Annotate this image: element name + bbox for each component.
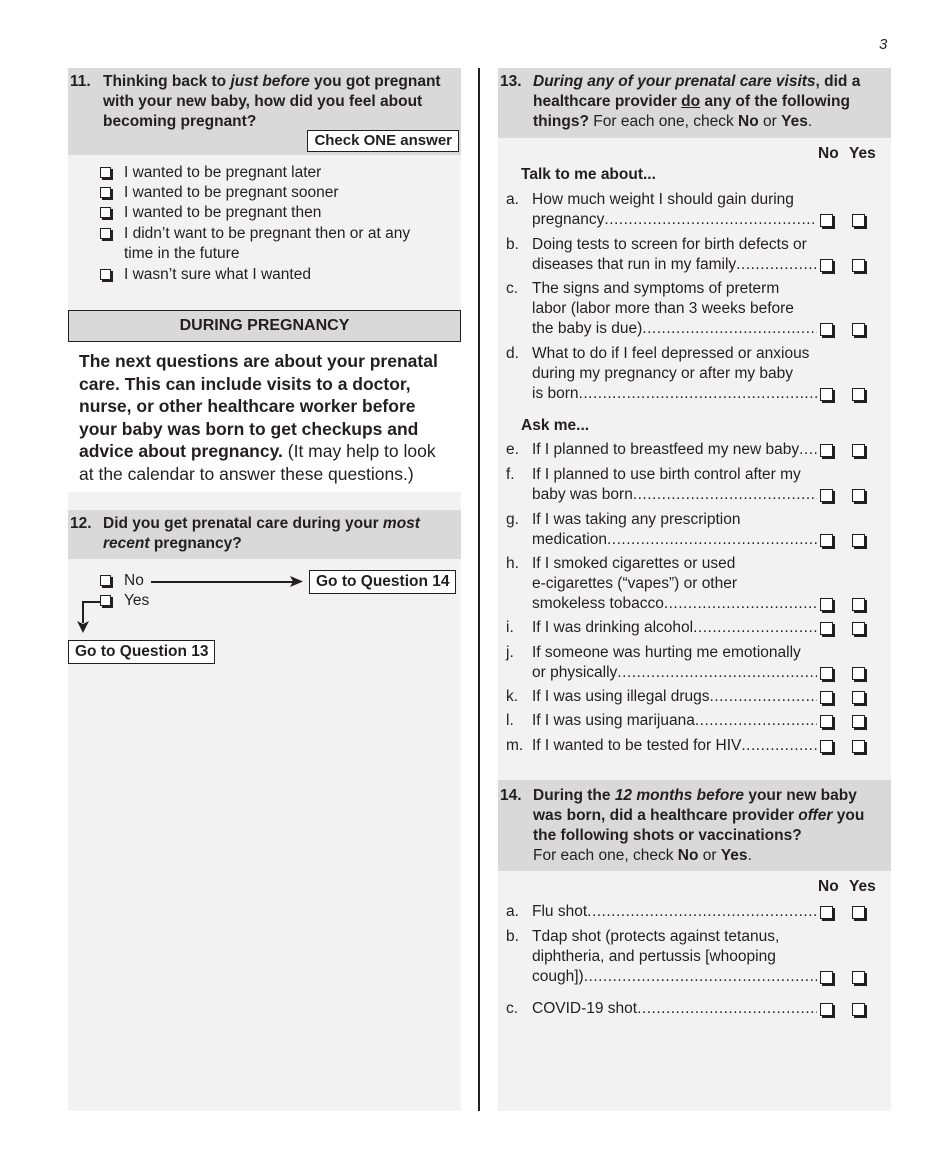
- item-text: [532, 279, 817, 339]
- leader-dots: [604, 210, 817, 230]
- item-text-line: or physically: [532, 664, 618, 681]
- item-text: [532, 643, 817, 683]
- no-checkbox[interactable]: [820, 323, 833, 336]
- leader-dots: [642, 319, 817, 339]
- item-text-line: e-cigarettes (“vapes”) or other: [532, 575, 738, 592]
- section-title: DURING PREGNANCY: [68, 310, 461, 342]
- checkbox[interactable]: [100, 187, 111, 198]
- no-checkbox[interactable]: [820, 534, 833, 547]
- item-text: [532, 618, 817, 638]
- item-text-line: during my pregnancy or after my baby: [532, 365, 794, 382]
- item-letter: k.: [506, 688, 519, 705]
- leader-dots: [664, 594, 817, 614]
- item-text: [532, 902, 817, 922]
- yes-checkbox[interactable]: [852, 1003, 865, 1016]
- question-number: 11.: [70, 73, 91, 90]
- no-checkbox[interactable]: [820, 444, 833, 457]
- checkbox[interactable]: [100, 207, 111, 218]
- item-text: [532, 736, 817, 756]
- checkbox[interactable]: [100, 595, 111, 606]
- yes-checkbox[interactable]: [852, 667, 865, 680]
- item-text: [532, 687, 817, 707]
- item-text-line: If I planned to use birth control after my: [532, 466, 801, 483]
- leader-dots: [741, 736, 817, 756]
- q11-option-sooner[interactable]: I wanted to be pregnant sooner: [100, 183, 339, 203]
- yes-checkbox[interactable]: [852, 323, 865, 336]
- column-no-label: No: [818, 878, 839, 895]
- yes-checkbox[interactable]: [852, 971, 865, 984]
- question-13-header: [498, 68, 891, 138]
- item-text-line: If I was using marijuana: [532, 712, 695, 729]
- question-11-header: [68, 68, 461, 155]
- leader-dots: [709, 687, 817, 707]
- item-text: [532, 465, 817, 505]
- no-checkbox[interactable]: [820, 388, 833, 401]
- no-checkbox[interactable]: [820, 1003, 833, 1016]
- leader-dots: [633, 485, 817, 505]
- q11-option-didnt-want[interactable]: I didn’t want to be pregnant then or at any time in the future: [100, 224, 440, 264]
- item-text-line: The signs and symptoms of preterm: [532, 280, 780, 297]
- no-checkbox[interactable]: [820, 214, 833, 227]
- check-one-instruction: Check ONE answer: [307, 130, 459, 152]
- leader-dots: [587, 902, 817, 922]
- section-intro: The next questions are about your prenatal care. This can include visits to a doctor, nurse, or other healthcare worker before your baby was born to get checkups and advice about pregnancy. (It may help to look at the calendar to answer these questions.): [68, 342, 461, 492]
- q11-option-not-sure[interactable]: I wasn’t sure what I wanted: [100, 265, 311, 285]
- question-number: 13.: [500, 73, 522, 90]
- subhead-talk: Talk to me about...: [521, 166, 656, 183]
- no-checkbox[interactable]: [820, 715, 833, 728]
- item-letter: e.: [506, 441, 519, 458]
- item-text-line: labor (labor more than 3 weeks before: [532, 300, 794, 317]
- leader-dots: [695, 711, 817, 731]
- item-text-line: How much weight I should gain during: [532, 191, 794, 208]
- arrow-down-icon: [76, 621, 90, 634]
- item-letter: b.: [506, 236, 519, 253]
- item-letter: c.: [506, 1000, 519, 1017]
- checkbox[interactable]: [100, 575, 111, 586]
- item-text: [532, 711, 817, 731]
- goto-question-13[interactable]: Go to Question 13: [68, 640, 215, 664]
- item-text-line: If I wanted to be tested for HIV: [532, 737, 742, 754]
- no-checkbox[interactable]: [820, 598, 833, 611]
- item-text-line: If I planned to breastfeed my new baby: [532, 441, 800, 458]
- arrow-line-no: [151, 581, 293, 583]
- item-letter: b.: [506, 928, 519, 945]
- leader-dots: [799, 440, 817, 460]
- column-no-label: No: [818, 145, 839, 162]
- item-text: [532, 554, 817, 614]
- item-text-line: medication: [532, 531, 607, 548]
- yes-checkbox[interactable]: [852, 691, 865, 704]
- leader-dots: [607, 530, 817, 550]
- checkbox[interactable]: [100, 167, 111, 178]
- item-text-line: diseases that run in my family: [532, 256, 737, 273]
- leader-dots: [693, 618, 817, 638]
- item-letter: h.: [506, 555, 519, 572]
- item-text-line: If I was drinking alcohol: [532, 619, 694, 636]
- item-text-line: Tdap shot (protects against tetanus,: [532, 928, 780, 945]
- item-text-line: pregnancy: [532, 211, 605, 228]
- yes-checkbox[interactable]: [852, 715, 865, 728]
- arrow-line-yes: [82, 601, 100, 603]
- column-yes-label: Yes: [849, 145, 876, 162]
- item-text: [532, 510, 817, 550]
- item-text-line: smokeless tobacco: [532, 595, 664, 612]
- left-column: [68, 68, 461, 1111]
- q12-option-yes[interactable]: Yes: [100, 591, 149, 611]
- no-checkbox[interactable]: [820, 489, 833, 502]
- item-letter: a.: [506, 903, 519, 920]
- yes-checkbox[interactable]: [852, 214, 865, 227]
- leader-dots: [584, 967, 817, 987]
- item-letter: i.: [506, 619, 514, 636]
- question-12-header: [68, 510, 461, 559]
- yes-checkbox[interactable]: [852, 489, 865, 502]
- column-divider: [478, 68, 480, 1111]
- no-checkbox[interactable]: [820, 622, 833, 635]
- yes-checkbox[interactable]: [852, 906, 865, 919]
- item-letter: f.: [506, 466, 515, 483]
- yes-checkbox[interactable]: [852, 622, 865, 635]
- item-text-line: If I was taking any prescription: [532, 511, 741, 528]
- yes-checkbox[interactable]: [852, 444, 865, 457]
- checkbox[interactable]: [100, 228, 111, 239]
- item-text: [532, 235, 817, 275]
- item-text: [532, 344, 817, 404]
- item-text-line: If someone was hurting me emotionally: [532, 644, 801, 661]
- checkbox[interactable]: [100, 269, 111, 280]
- no-checkbox[interactable]: [820, 259, 833, 272]
- item-text: [532, 440, 817, 460]
- q11-option-then[interactable]: I wanted to be pregnant then: [100, 203, 321, 223]
- item-text-line: Flu shot: [532, 903, 588, 920]
- leader-dots: [579, 384, 817, 404]
- no-checkbox[interactable]: [820, 740, 833, 753]
- item-text-line: Doing tests to screen for birth defects or: [532, 236, 807, 253]
- question-number: 12.: [70, 515, 92, 532]
- item-letter: a.: [506, 191, 519, 208]
- item-letter: m.: [506, 737, 524, 754]
- no-checkbox[interactable]: [820, 971, 833, 984]
- item-text-line: COVID-19 shot: [532, 1000, 638, 1017]
- no-checkbox[interactable]: [820, 691, 833, 704]
- item-letter: l.: [506, 712, 514, 729]
- item-text: [532, 927, 817, 987]
- item-text: [532, 999, 817, 1019]
- leader-dots: [736, 255, 817, 275]
- item-letter: j.: [506, 644, 514, 661]
- yes-checkbox[interactable]: [852, 740, 865, 753]
- leader-dots: [637, 999, 817, 1019]
- right-column: [498, 68, 891, 1111]
- question-text: During the 12 months before your new baby was born, did a healthcare provider offer you the following shots or vaccinations? For each one, check No or Yes.: [533, 787, 865, 864]
- q12-option-no[interactable]: No: [100, 571, 144, 591]
- item-letter: c.: [506, 280, 519, 297]
- yes-checkbox[interactable]: [852, 598, 865, 611]
- item-text-line: If I was using illegal drugs: [532, 688, 710, 705]
- q11-option-later[interactable]: I wanted to be pregnant later: [100, 163, 321, 183]
- question-number: 14.: [500, 787, 522, 804]
- item-letter: g.: [506, 511, 519, 528]
- item-text-line: is born: [532, 385, 579, 402]
- yes-checkbox[interactable]: [852, 259, 865, 272]
- leader-dots: [617, 663, 817, 683]
- item-text-line: baby was born: [532, 486, 633, 503]
- column-yes-label: Yes: [849, 878, 876, 895]
- yes-checkbox[interactable]: [852, 534, 865, 547]
- item-text-line: What to do if I feel depressed or anxious: [532, 345, 810, 362]
- item-text-line: If I smoked cigarettes or used: [532, 555, 736, 572]
- page-number: 3: [879, 36, 888, 53]
- arrow-line-yes-vertical: [82, 601, 84, 623]
- item-text: [532, 190, 817, 230]
- question-14-header: [498, 780, 891, 871]
- question-text: Did you get prenatal care during your most recent pregnancy?: [103, 515, 420, 552]
- item-text-line: the baby is due): [532, 320, 643, 337]
- goto-question-14[interactable]: Go to Question 14: [309, 570, 456, 594]
- subhead-ask: Ask me...: [521, 417, 590, 434]
- question-text: Thinking back to just before you got pregnant with your new baby, how did you feel about becoming pregnant?: [103, 73, 441, 130]
- arrow-right-icon: [290, 575, 304, 588]
- no-checkbox[interactable]: [820, 906, 833, 919]
- question-text: During any of your prenatal care visits, did a healthcare provider do any of the following things? For each one, check No or Yes.: [533, 73, 861, 130]
- item-text-line: cough]): [532, 968, 584, 985]
- no-checkbox[interactable]: [820, 667, 833, 680]
- yes-checkbox[interactable]: [852, 388, 865, 401]
- item-text-line: diphtheria, and pertussis [whooping: [532, 948, 776, 965]
- item-letter: d.: [506, 345, 519, 362]
